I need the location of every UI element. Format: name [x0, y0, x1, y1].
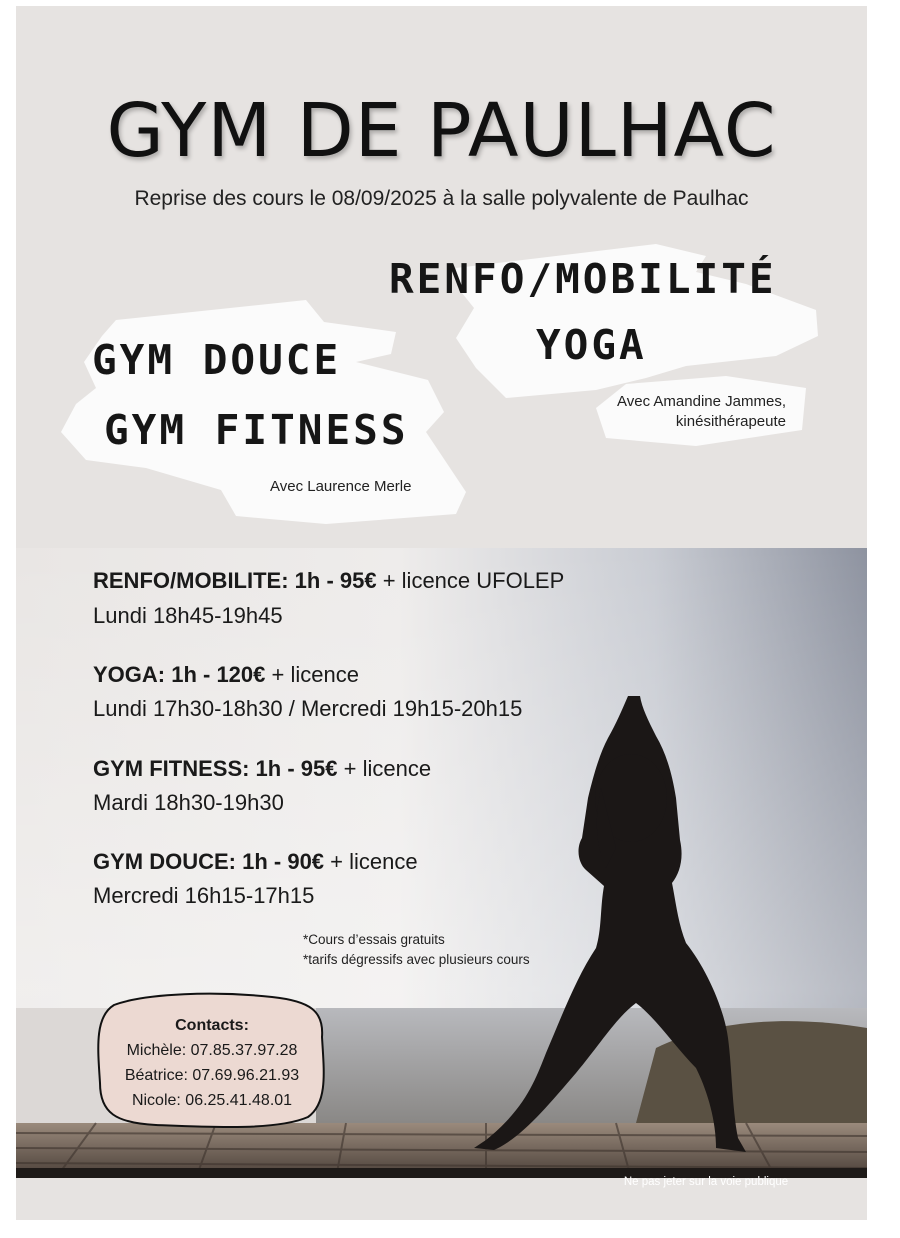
- page-subtitle: Reprise des cours le 08/09/2025 à la salle polyvalente de Paulhac: [134, 187, 749, 210]
- contact-michele: Michèle: 07.85.37.97.28: [126, 1042, 298, 1059]
- instructor-amandine: [576, 392, 786, 432]
- banner-yoga: YOGA: [536, 321, 647, 369]
- banner-renfo-mobilite: RENFO/MOBILITÉ: [389, 255, 777, 303]
- course-yoga-hours: Lundi 17h30-18h30 / Mercredi 19h15-20h15: [93, 696, 523, 721]
- course-renfo-name: RENFO/MOBILITE: 1h - 95€: [93, 568, 377, 593]
- course-fitness-extra: + licence: [337, 756, 432, 781]
- course-renfo-extra: + licence UFOLEP: [376, 568, 565, 593]
- course-fitness-name: GYM FITNESS: 1h - 95€: [93, 756, 338, 781]
- course-douce-title: [93, 849, 418, 875]
- instructor-amandine-line1: Avec Amandine Jammes,: [617, 393, 786, 410]
- notes: [303, 930, 530, 970]
- course-yoga-title: [93, 662, 359, 688]
- banner-gym-douce: GYM DOUCE: [92, 336, 342, 384]
- course-yoga-name: YOGA: 1h - 120€: [93, 662, 266, 687]
- contact-nicole: Nicole: 06.25.41.48.01: [131, 1092, 293, 1109]
- footer-note: Ne pas jeter sur la voie publique: [623, 1176, 789, 1188]
- course-douce-hours: Mercredi 16h15-17h15: [93, 883, 315, 908]
- contacts-title: Contacts:: [175, 1017, 249, 1034]
- banner-gym-fitness: GYM FITNESS: [104, 406, 409, 454]
- course-fitness-hours: Mardi 18h30-19h30: [93, 790, 284, 815]
- note-free-trial: *Cours d’essais gratuits: [303, 932, 445, 947]
- course-douce-name: GYM DOUCE: 1h - 90€: [93, 849, 325, 874]
- page-title: GYM DE PAULHAC: [106, 88, 777, 174]
- contacts-box: [96, 991, 328, 1131]
- course-renfo-title: [93, 568, 564, 594]
- contacts-content: [96, 1013, 328, 1113]
- instructor-laurence: Avec Laurence Merle: [270, 478, 412, 495]
- instructor-amandine-line2: kinésithérapeute: [675, 413, 786, 430]
- flyer: [16, 6, 867, 1220]
- course-douce-extra: + licence: [324, 849, 418, 874]
- course-fitness-title: [93, 756, 431, 782]
- course-renfo-hours: Lundi 18h45-19h45: [93, 603, 283, 628]
- note-discount: *tarifs dégressifs avec plusieurs cours: [303, 952, 530, 967]
- contact-beatrice: Béatrice: 07.69.96.21.93: [124, 1067, 300, 1084]
- course-yoga-extra: + licence: [265, 662, 359, 687]
